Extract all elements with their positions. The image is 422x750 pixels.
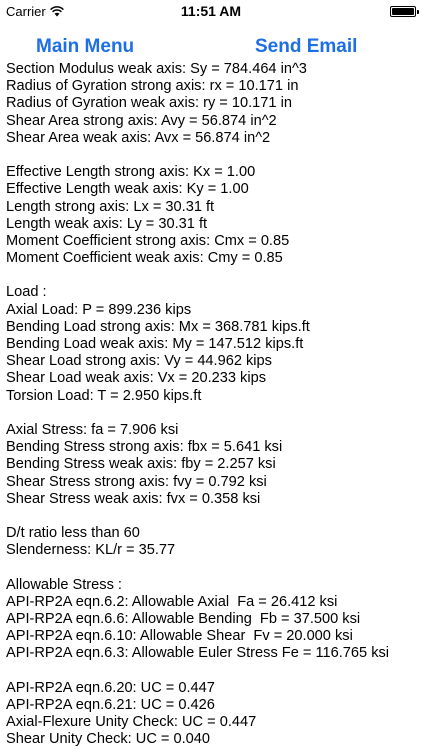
send-email-button[interactable]: Send Email: [255, 36, 358, 57]
report-line: Shear Area strong axis: Avy = 56.874 in^2: [6, 112, 277, 129]
report-line: Axial Stress: fa = 7.906 ksi: [6, 421, 179, 438]
battery-fill: [392, 8, 414, 15]
report-line: Moment Coefficient strong axis: Cmx = 0.85: [6, 232, 290, 249]
report-line: Effective Length weak axis: Ky = 1.00: [6, 181, 249, 198]
report-line: [6, 663, 418, 680]
battery-icon: [390, 6, 416, 17]
nav-bar: [0, 36, 422, 60]
report-line: API-RP2A eqn.6.6: Allowable Bending Fb = 37.500 ksi: [6, 611, 361, 627]
report-line: Section Modulus weak axis: Sy = 784.464 in^3: [6, 61, 307, 77]
report-line: Length strong axis: Lx = 30.31 ft: [6, 198, 215, 215]
report-line: Allowable Stress :: [6, 576, 122, 593]
report-line: Bending Load strong axis: Mx = 368.781 kips.ft: [6, 318, 310, 335]
report-line: Shear Area weak axis: Avx = 56.874 in^2: [6, 129, 271, 146]
report-line: Bending Load weak axis: My = 147.512 kips.ft: [6, 336, 304, 352]
report-line: API-RP2A eqn.6.2: Allowable Axial Fa = 26.412 ksi: [6, 593, 338, 610]
report-line: Bending Stress strong axis: fbx = 5.641 ksi: [6, 439, 283, 456]
report-line: Shear Load strong axis: Vy = 44.962 kips: [6, 353, 272, 370]
report-line: Length weak axis: Ly = 30.31 ft: [6, 215, 208, 232]
report-line: Slenderness: KL/r = 35.77: [6, 542, 176, 559]
report-line: API-RP2A eqn.6.3: Allowable Euler Stress Fe = 116.765 ksi: [6, 645, 390, 662]
report-line: API-RP2A eqn.6.20: UC = 0.447: [6, 679, 215, 696]
report-line: Shear Stress strong axis: fvy = 0.792 ksi: [6, 473, 267, 490]
report-text: [6, 61, 418, 749]
report-line: Shear Stress weak axis: fvx = 0.358 ksi: [6, 490, 261, 507]
status-bar: [0, 0, 422, 22]
report-line: Bending Stress weak axis: fby = 2.257 ksi: [6, 456, 276, 473]
report-line: Shear Unity Check: UC = 0.040: [6, 731, 211, 748]
report-line: Moment Coefficient weak axis: Cmy = 0.85: [6, 250, 283, 267]
report-line: D/t ratio less than 60: [6, 525, 140, 542]
report-line: API-RP2A eqn.6.21: UC = 0.426: [6, 696, 215, 713]
report-line: Axial Load: P = 899.236 kips: [6, 301, 192, 318]
report-line: Radius of Gyration strong axis: rx = 10.171 in: [6, 78, 299, 95]
report-line: API-RP2A eqn.6.10: Allowable Shear Fv = 20.000 ksi: [6, 628, 353, 645]
report-line: [6, 267, 418, 284]
report-line: [6, 508, 418, 525]
report-line: Torsion Load: T = 2.950 kips.ft: [6, 387, 202, 404]
clock-time: 11:51 AM: [180, 3, 242, 19]
report-line: Load :: [6, 284, 47, 301]
report-line: [6, 405, 418, 422]
report-line: Radius of Gyration weak axis: ry = 10.171 in: [6, 95, 292, 112]
report-line: [6, 559, 418, 576]
carrier-label: Carrier: [6, 4, 46, 19]
main-menu-button[interactable]: Main Menu: [36, 36, 135, 57]
report-line: [6, 147, 418, 164]
report-line: Effective Length strong axis: Kx = 1.00: [6, 164, 256, 181]
report-line: Axial-Flexure Unity Check: UC = 0.447: [6, 714, 257, 731]
report-line: Shear Load weak axis: Vx = 20.233 kips: [6, 370, 267, 387]
